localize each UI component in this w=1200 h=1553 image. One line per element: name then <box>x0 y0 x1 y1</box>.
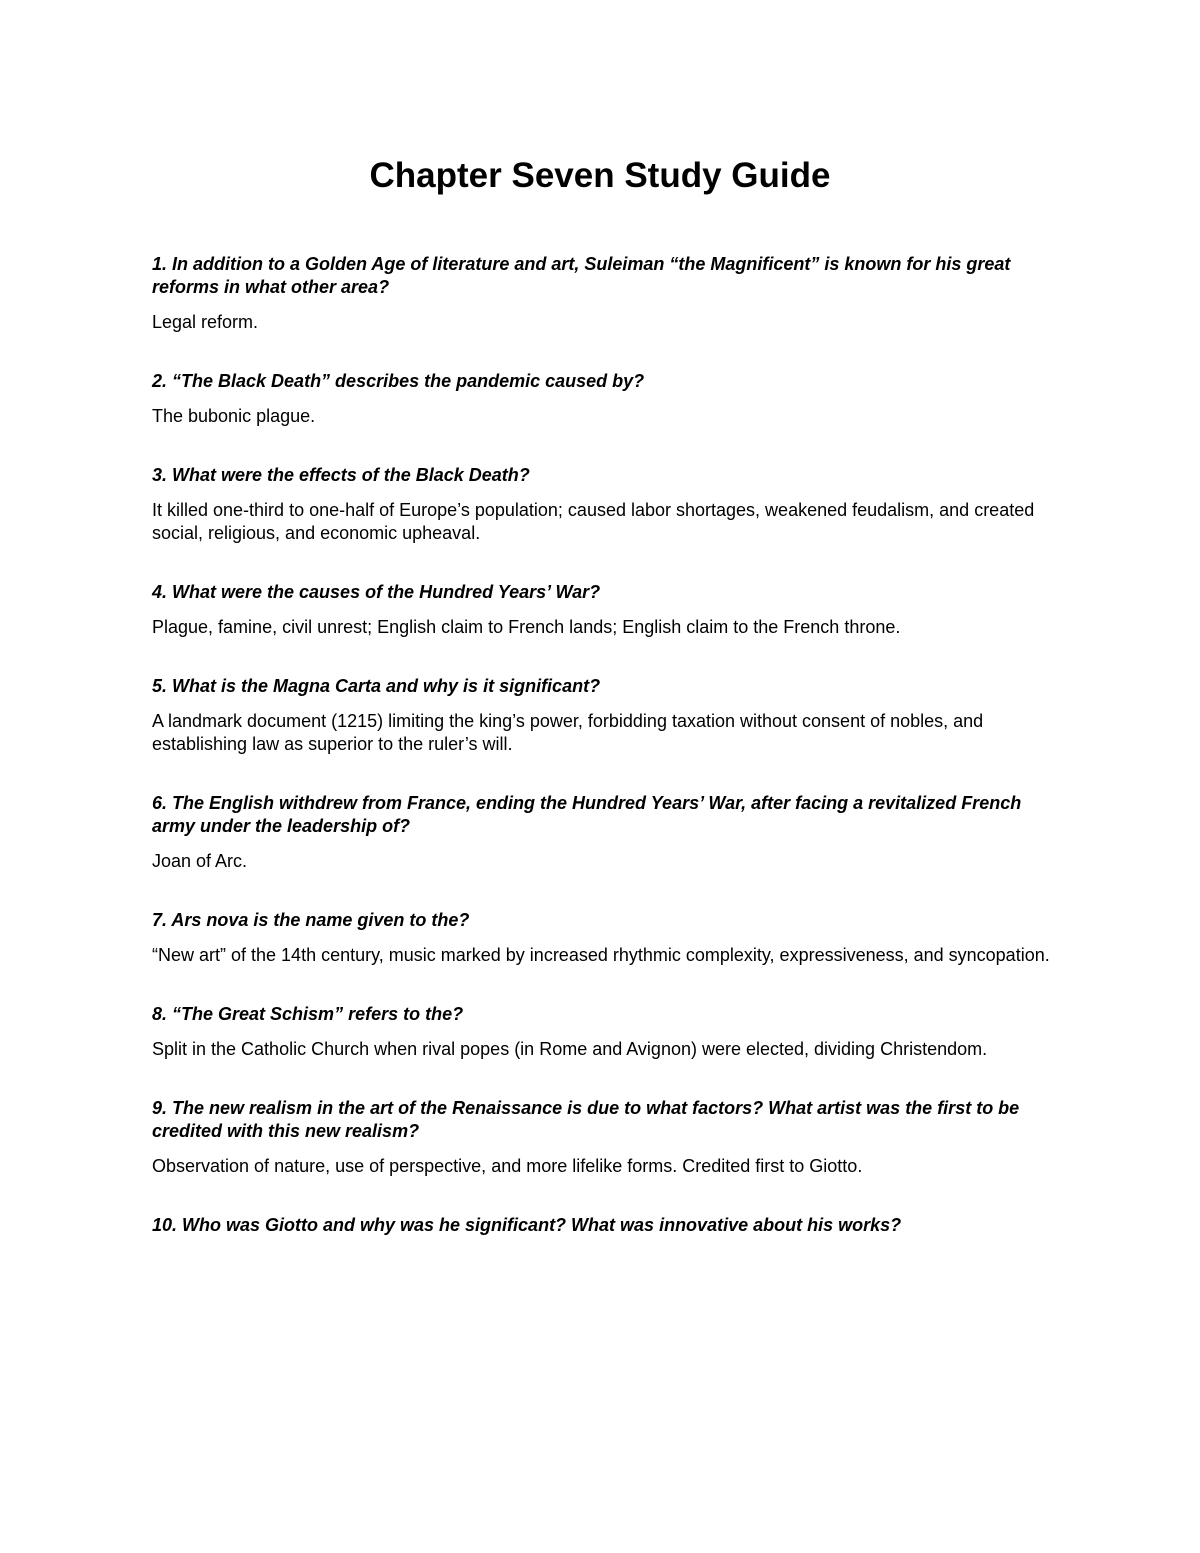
question-text: 8. “The Great Schism” refers to the? <box>152 1004 464 1024</box>
question-text: 2. “The Black Death” describes the pandemic caused by? <box>152 371 645 391</box>
question-list <box>152 253 1052 1273</box>
question-text: 3. What were the effects of the Black Death? <box>152 465 530 485</box>
question-item-8 <box>152 1003 1052 1061</box>
answer-text: It killed one-third to one-half of Europe’s population; caused labor shortages, weakened feudalism, and created social, religious, and economic upheaval. <box>152 500 1035 543</box>
question-item-6 <box>152 792 1052 873</box>
question-text: 1. In addition to a Golden Age of literature and art, Suleiman “the Magnificent” is known for his great reforms in what other area? <box>152 254 1011 297</box>
question-item-1 <box>152 253 1052 334</box>
page-title: Chapter Seven Study Guide <box>369 156 831 195</box>
question-item-2 <box>152 370 1052 428</box>
question-item-10 <box>152 1214 1052 1237</box>
answer-text: Plague, famine, civil unrest; English claim to French lands; English claim to the French throne. <box>152 617 901 637</box>
question-item-3 <box>152 464 1052 545</box>
question-text: 6. The English withdrew from France, ending the Hundred Years’ War, after facing a revitalized French army under the leadership of? <box>152 793 1022 836</box>
question-item-9 <box>152 1097 1052 1178</box>
answer-text: A landmark document (1215) limiting the king’s power, forbidding taxation without consent of nobles, and establishing law as superior to the ruler’s will. <box>152 711 984 754</box>
answer-text: Legal reform. <box>152 312 259 332</box>
answer-text: Joan of Arc. <box>152 851 248 871</box>
question-text: 5. What is the Magna Carta and why is it significant? <box>152 676 601 696</box>
answer-text: Split in the Catholic Church when rival popes (in Rome and Avignon) were elected, dividing Christendom. <box>152 1039 988 1059</box>
question-text: 9. The new realism in the art of the Renaissance is due to what factors? What artist was the first to be credited with this new realism? <box>152 1098 1020 1141</box>
question-text: 4. What were the causes of the Hundred Years’ War? <box>152 582 601 602</box>
answer-text: “New art” of the 14th century, music marked by increased rhythmic complexity, expressiveness, and syncopation. <box>152 945 1050 965</box>
answer-text: Observation of nature, use of perspective, and more lifelike forms. Credited first to Giotto. <box>152 1156 863 1176</box>
question-item-7 <box>152 909 1052 967</box>
answer-text: The bubonic plague. <box>152 406 316 426</box>
question-item-4 <box>152 581 1052 639</box>
question-item-5 <box>152 675 1052 756</box>
question-text: 10. Who was Giotto and why was he significant? What was innovative about his works? <box>152 1215 902 1235</box>
question-text: 7. Ars nova is the name given to the? <box>152 910 470 930</box>
